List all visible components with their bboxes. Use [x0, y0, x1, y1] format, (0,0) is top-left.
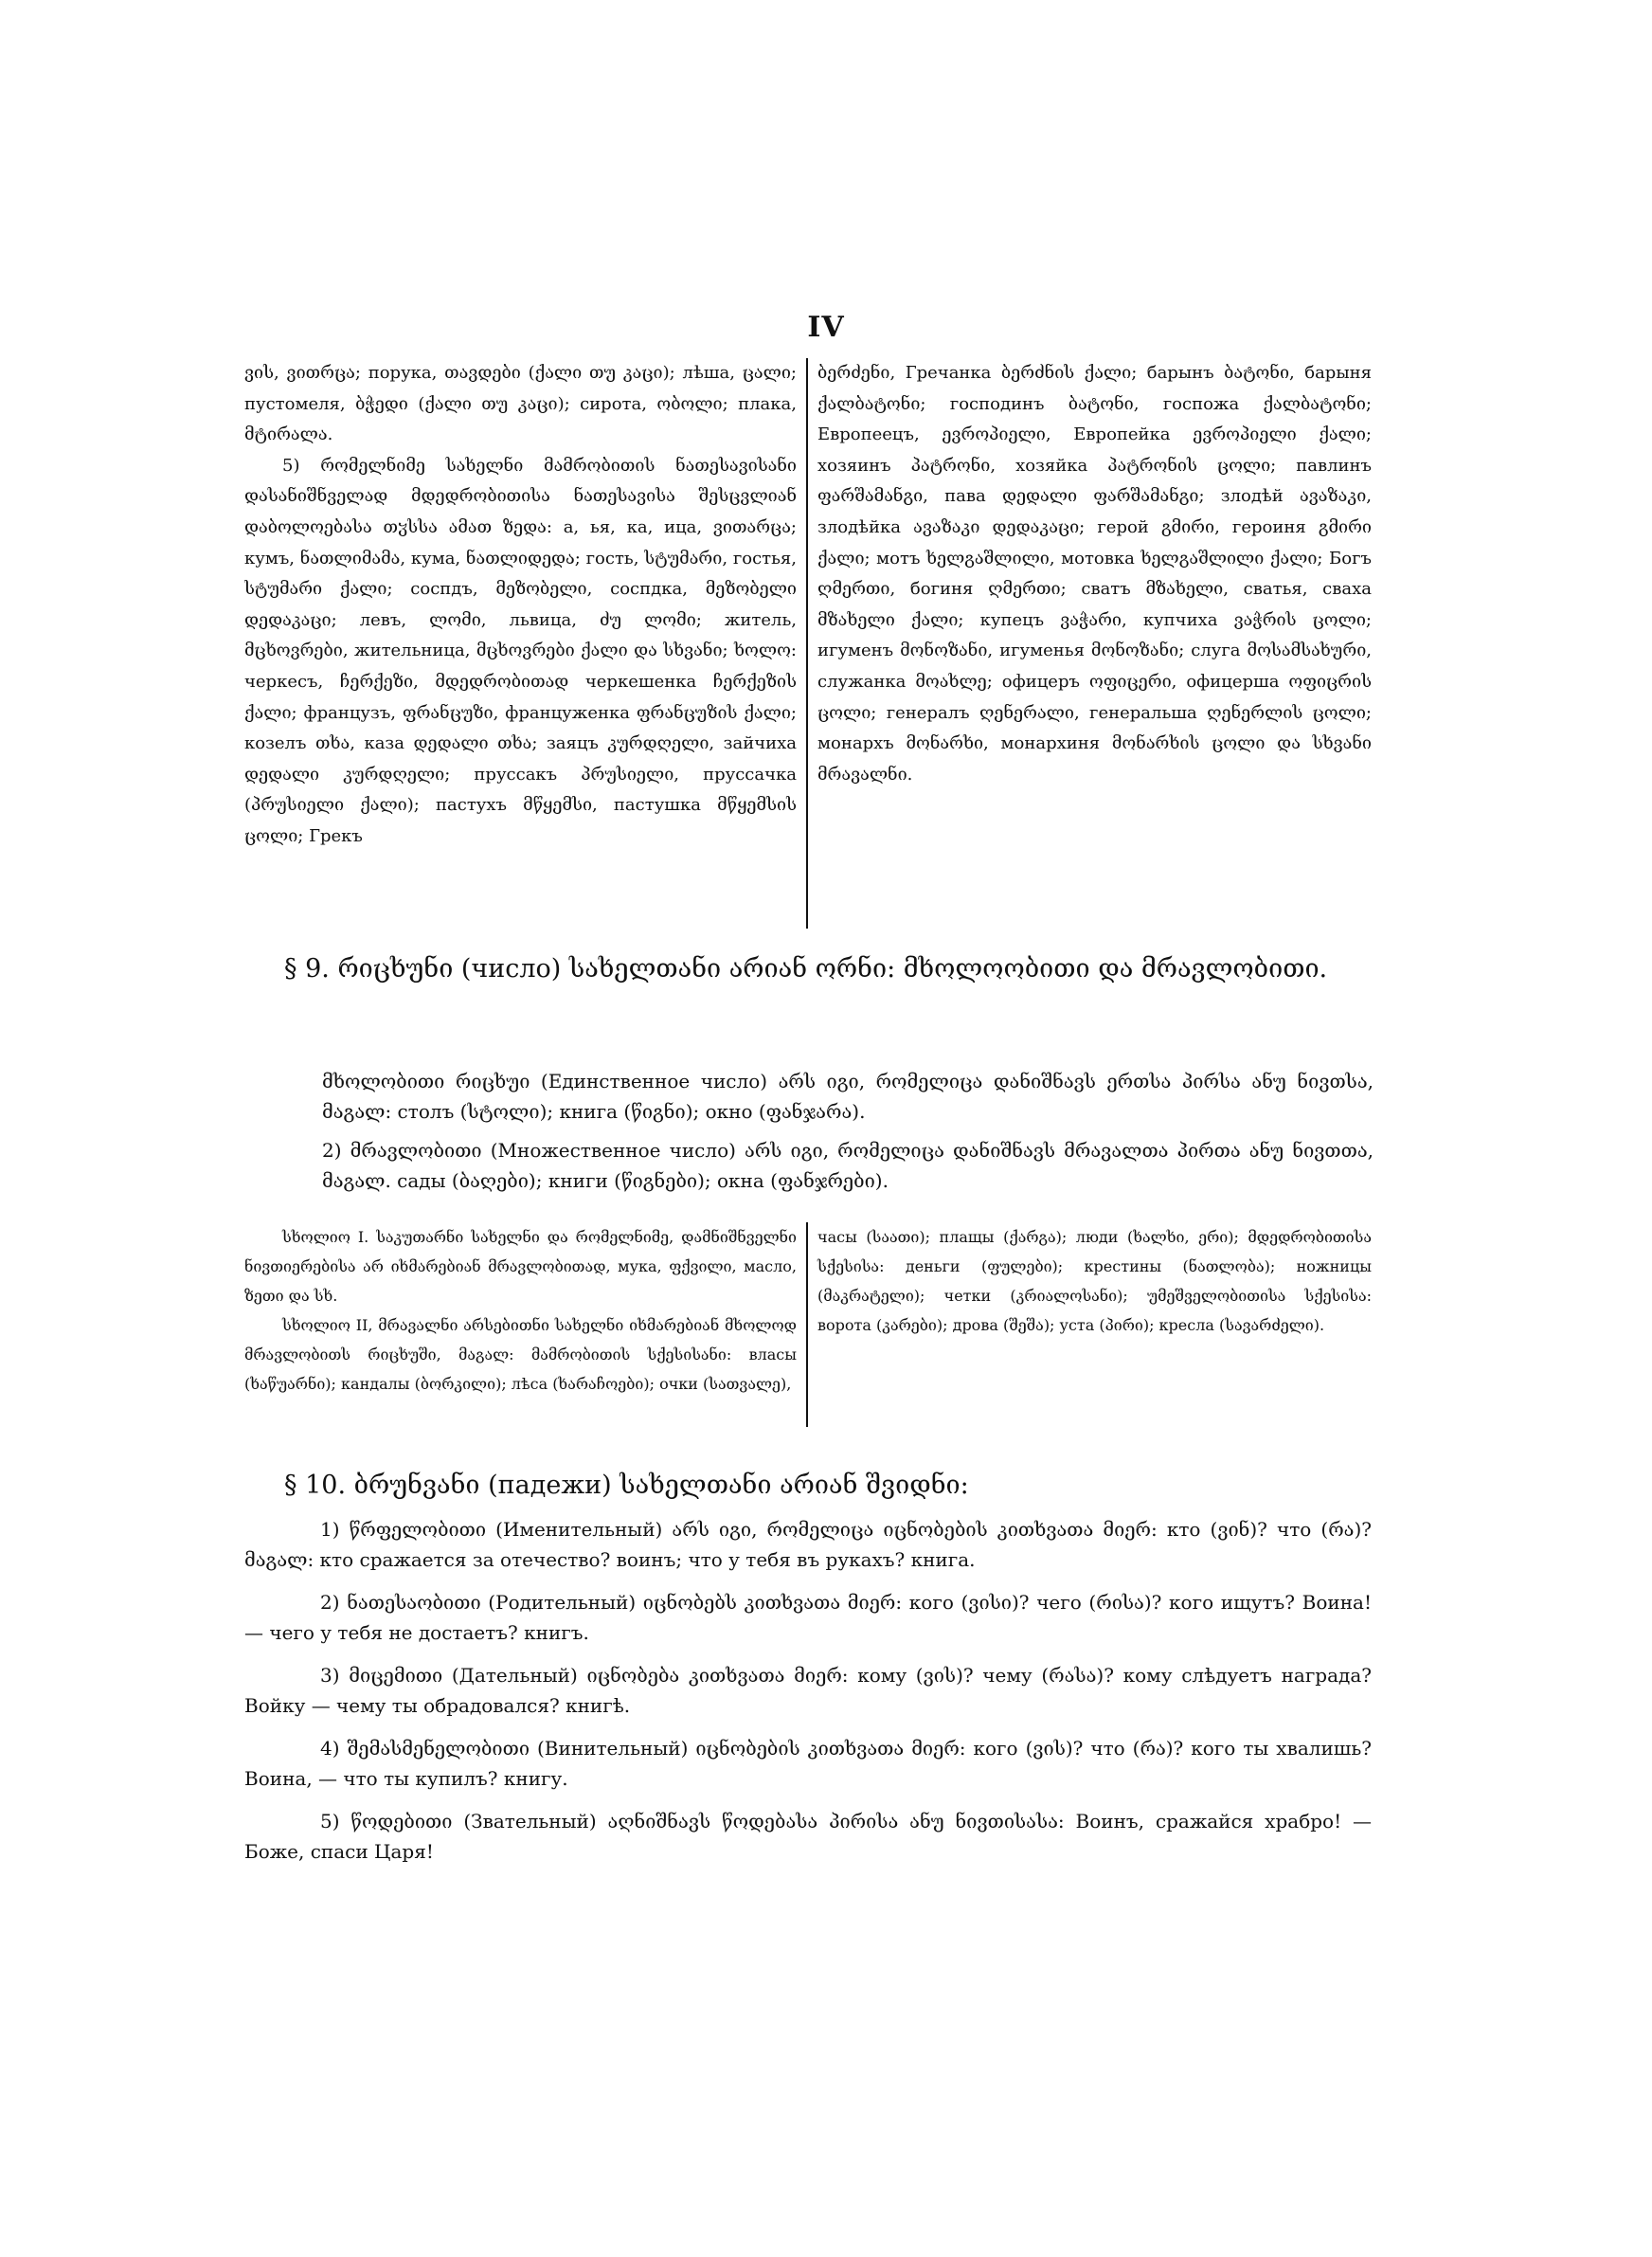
page-number: IV [807, 311, 845, 344]
upper-two-column-text [244, 358, 1372, 929]
note-1: სხოლიო I. საკუთარნი სახელნი და რომელნიმე, დამნიშნველნი ნივთიერებისა არ იხმარებიან მრავლობითად, мука, ფქვილი, масло, ზეთი და სხ. [244, 1228, 797, 1305]
section-9-title: რიცხუნი (число) სახელთანი არიან ორნი: მხოლოობითი და მრავლობითი. [337, 954, 1328, 984]
notes-left-column [244, 1222, 808, 1427]
plural-number-paragraph: 2) მრავლობითი (Множественное число) არს იგი, რომელიცა დანიშნავს მრავალთა პირთა ანუ ნივთთა, მაგალ. сады (ბაღები); книги (წიგნები); окна (ფანჯრები). [322, 1139, 1374, 1192]
case-genitive: 2) ნათესაობითი (Родительный) იცნობებს კითხვათა მიერ: кого (ვისი)? чего (რისა)? кого ищутъ? Воина! — чего у тебя не достаетъ? книгъ. [244, 1591, 1372, 1644]
note-continuation: часы (საათი); плащы (ქარგა); люди (ხალხი, ერი); მდედრობითისა სქესისა: деньги (ფულები); крестины (ნათლობა); ножницы (მაკრატელი); четки (კრიალოსანი); უმეშველობითისა სქესისა: ворота (კარები); дрова (შეშა); уста (პირი); кресла (სავარძელი). [817, 1228, 1372, 1334]
section-10-heading [284, 1454, 1374, 1517]
section-9-number: § 9. [284, 954, 330, 984]
upper-right-paragraph: ბერძენი, Гречанка ბერძნის ქალი; барынъ ბატონი, барыня ქალბატონი; господинъ ბატონი, госпожа ქალბატონი; Европеецъ, ევროპიელი, Европейка ევროპიელი ქალი; хозяинъ პატრონი, хозяйка პატრონის ცოლი; павлинъ ფარშამანგი, пава დედალი ფარშამანგი; злодѣй ავაზაკი, злодѣйка ავაზაკი დედაკაცი; герой გმირი, героиня გმირი ქალი; мотъ ხელგაშლილი, мотовка ხელგაშლილი ქალი; Богъ ღმერთი, богиня ღმერთი; сватъ მზახელი, сватья, свaха მზახელი ქალი; купецъ ვაჭარი, купчиха ვაჭრის ცოლი; игуменъ მონოზანი, игуменья მონოზანი; слуга მოსამსახური, служанка მოახლე; офицеръ ოფიცერი, офицерша ოფიცრის ცოლი; генералъ ღენერალი, генеральша ღენერლის ცოლი; монархъ მონარხი, монархиня მონარხის ცოლი და სხვანი მრავალნი. [817, 363, 1372, 785]
upper-left-paragraph-2: 5) რომელნიმე სახელნი მამრობითის ნათესავისანი დასანიშნველად მდედრობითისა ნათესავისა შესცვლიან დაბოლოებასა თჳსსა ამათ ზედა: а, ья, ка, ица, ვითარცა; кумъ, ნათლიმამა, кума, ნათლიდედა; гость, სტუმარი, гостья, სტუმარი ქალი; соспдъ, მეზობელი, соспдка, მეზობელი დედაკაცი; левъ, ლომი, львица, ძუ ლომი; житель, მცხოვრები, жительница, მცხოვრები ქალი და სხვანი; ხოლო: черкесъ, ჩერქეზი, მდედრობითად черкешенка ჩერქეზის ქალი; французъ, ფრანცუზი, француженка ფრანცუზის ქალი; козелъ თხა, каза დედალი თხა; заяцъ კურდღელი, зайчиха დედალი კურდღელი; пруссакъ პრუსიელი, пруссачка (პრუსიელი ქალი); пастухъ მწყემსი, пастушка მწყემსის ცოლი; Грекъ [244, 455, 797, 846]
upper-right-column [808, 358, 1372, 929]
note-2: სხოლიო II, მრავალნი არსებითნი სახელნი იხმარებიან მხოლოდ მრავლობითს რიცხუში, მაგალ: მამრობითის სქესისანი: власы (ხაწუარნი); кандалы (ბორკილი); лѣса (ხარაჩოები); очки (სათვალე), [244, 1316, 797, 1393]
notes-right-column [808, 1222, 1372, 1427]
section-9-heading [284, 938, 1374, 1001]
upper-left-paragraph-1: ვის, ვითრცა; порука, თავდები (ქალი თუ კაცი); лѣша, ცალი; пустомеля, ბჭედი (ქალი თუ კაცი); сирота, ობოლი; плака, მტირალა. [244, 363, 797, 445]
case-nominative: 1) წრფელობითი (Именительный) არს იგი, რომელიცა იცნობების კითხვათა მიერ: кто (ვინ)? что (რა)? მაგალ: кто сражается за отечество? воинъ; что у тебя въ рукахъ? книга. [244, 1518, 1372, 1571]
case-accusative: 4) შემასმენელობითი (Винительный) იცნობების კითხვათა მიერ: кого (ვის)? что (რა)? кого ты хвалишь? Воина, — что ты купилъ? книгу. [244, 1737, 1372, 1790]
scholia-notes [244, 1222, 1372, 1427]
cases-list [244, 1514, 1372, 1879]
case-dative: 3) მიცემითი (Дательный) იცნობება კითხვათა მიერ: кому (ვის)? чему (რასა)? кому слѣдуетъ награда? Войку — чему ты обрадовался? книгѣ. [244, 1664, 1372, 1717]
singular-number-paragraph: მხოლობითი რიცხუი (Единственное число) არს იგი, რომელიცა დანიშნავს ერთსა პირსა ანუ ნივთსა, მაგალ: столъ (სტოლი); книга (წიგნი); окно (ფანჯარა). [322, 1070, 1374, 1123]
section-10-number: § 10. [284, 1471, 347, 1500]
case-vocative: 5) წოდებითი (Звательный) აღნიშნავს წოდებასა პირისა ანუ ნივთისასა: Воинъ, сражайся храбро! — Боже, спаси Царя! [244, 1810, 1372, 1863]
section-10-title: ბრუნვანი (падежи) სახელთანი არიან შვიდნი: [353, 1471, 969, 1500]
upper-left-column [244, 358, 808, 929]
